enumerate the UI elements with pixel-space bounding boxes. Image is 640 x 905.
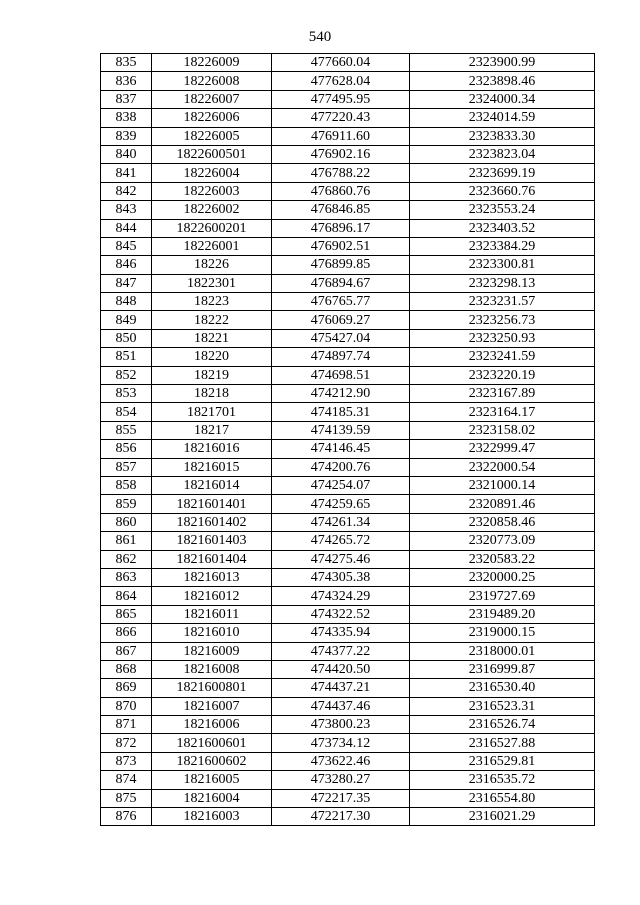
x-coordinate-cell: 473280.27 bbox=[272, 771, 410, 789]
table-row bbox=[101, 476, 595, 494]
point-code-cell: 18216006 bbox=[152, 716, 272, 734]
table-row bbox=[101, 789, 595, 807]
y-coordinate-cell: 2323553.24 bbox=[410, 201, 595, 219]
table-row bbox=[101, 237, 595, 255]
x-coordinate-cell: 474322.52 bbox=[272, 605, 410, 623]
x-coordinate-cell: 474377.22 bbox=[272, 642, 410, 660]
point-code-cell: 18223 bbox=[152, 293, 272, 311]
row-index-cell: 847 bbox=[101, 274, 152, 292]
row-index-cell: 869 bbox=[101, 679, 152, 697]
row-index-cell: 852 bbox=[101, 366, 152, 384]
point-code-cell: 1822301 bbox=[152, 274, 272, 292]
table-row bbox=[101, 440, 595, 458]
row-index-cell: 845 bbox=[101, 237, 152, 255]
point-code-cell: 18216009 bbox=[152, 642, 272, 660]
point-code-cell: 18222 bbox=[152, 311, 272, 329]
y-coordinate-cell: 2323220.19 bbox=[410, 366, 595, 384]
x-coordinate-cell: 476894.67 bbox=[272, 274, 410, 292]
point-code-cell: 18226 bbox=[152, 256, 272, 274]
x-coordinate-cell: 476902.51 bbox=[272, 237, 410, 255]
table-row bbox=[101, 642, 595, 660]
row-index-cell: 860 bbox=[101, 513, 152, 531]
table-row bbox=[101, 109, 595, 127]
y-coordinate-cell: 2316527.88 bbox=[410, 734, 595, 752]
point-code-cell: 18216012 bbox=[152, 587, 272, 605]
row-index-cell: 836 bbox=[101, 72, 152, 90]
row-index-cell: 873 bbox=[101, 752, 152, 770]
y-coordinate-cell: 2316523.31 bbox=[410, 697, 595, 715]
coordinates-table-body bbox=[101, 54, 595, 826]
x-coordinate-cell: 476860.76 bbox=[272, 182, 410, 200]
x-coordinate-cell: 476069.27 bbox=[272, 311, 410, 329]
table-row bbox=[101, 605, 595, 623]
table-row bbox=[101, 532, 595, 550]
x-coordinate-cell: 472217.30 bbox=[272, 808, 410, 826]
point-code-cell: 18226005 bbox=[152, 127, 272, 145]
x-coordinate-cell: 476896.17 bbox=[272, 219, 410, 237]
table-row bbox=[101, 716, 595, 734]
point-code-cell: 18226004 bbox=[152, 164, 272, 182]
table-row bbox=[101, 403, 595, 421]
x-coordinate-cell: 474146.45 bbox=[272, 440, 410, 458]
row-index-cell: 850 bbox=[101, 329, 152, 347]
x-coordinate-cell: 476899.85 bbox=[272, 256, 410, 274]
point-code-cell: 18226001 bbox=[152, 237, 272, 255]
x-coordinate-cell: 477220.43 bbox=[272, 109, 410, 127]
point-code-cell: 18226007 bbox=[152, 90, 272, 108]
y-coordinate-cell: 2324000.34 bbox=[410, 90, 595, 108]
table-row bbox=[101, 127, 595, 145]
y-coordinate-cell: 2323898.46 bbox=[410, 72, 595, 90]
row-index-cell: 849 bbox=[101, 311, 152, 329]
point-code-cell: 18216005 bbox=[152, 771, 272, 789]
coordinates-table bbox=[100, 53, 595, 826]
point-code-cell: 18226008 bbox=[152, 72, 272, 90]
y-coordinate-cell: 2321000.14 bbox=[410, 476, 595, 494]
y-coordinate-cell: 2320583.22 bbox=[410, 550, 595, 568]
point-code-cell: 18221 bbox=[152, 329, 272, 347]
point-code-cell: 18226009 bbox=[152, 54, 272, 72]
table-row bbox=[101, 219, 595, 237]
y-coordinate-cell: 2316535.72 bbox=[410, 771, 595, 789]
y-coordinate-cell: 2323298.13 bbox=[410, 274, 595, 292]
x-coordinate-cell: 474261.34 bbox=[272, 513, 410, 531]
x-coordinate-cell: 476902.16 bbox=[272, 145, 410, 163]
point-code-cell: 18216016 bbox=[152, 440, 272, 458]
y-coordinate-cell: 2316526.74 bbox=[410, 716, 595, 734]
point-code-cell: 1821601403 bbox=[152, 532, 272, 550]
y-coordinate-cell: 2323823.04 bbox=[410, 145, 595, 163]
x-coordinate-cell: 476788.22 bbox=[272, 164, 410, 182]
x-coordinate-cell: 474212.90 bbox=[272, 385, 410, 403]
table-row bbox=[101, 808, 595, 826]
row-index-cell: 839 bbox=[101, 127, 152, 145]
row-index-cell: 835 bbox=[101, 54, 152, 72]
x-coordinate-cell: 474254.07 bbox=[272, 476, 410, 494]
row-index-cell: 843 bbox=[101, 201, 152, 219]
y-coordinate-cell: 2316999.87 bbox=[410, 660, 595, 678]
point-code-cell: 18219 bbox=[152, 366, 272, 384]
y-coordinate-cell: 2323384.29 bbox=[410, 237, 595, 255]
point-code-cell: 18216015 bbox=[152, 458, 272, 476]
point-code-cell: 18216004 bbox=[152, 789, 272, 807]
page-number: 540 bbox=[308, 29, 332, 45]
point-code-cell: 1822600501 bbox=[152, 145, 272, 163]
y-coordinate-cell: 2323250.93 bbox=[410, 329, 595, 347]
row-index-cell: 859 bbox=[101, 495, 152, 513]
x-coordinate-cell: 474259.65 bbox=[272, 495, 410, 513]
row-index-cell: 875 bbox=[101, 789, 152, 807]
table-row bbox=[101, 679, 595, 697]
x-coordinate-cell: 476911.60 bbox=[272, 127, 410, 145]
row-index-cell: 851 bbox=[101, 348, 152, 366]
y-coordinate-cell: 2323699.19 bbox=[410, 164, 595, 182]
y-coordinate-cell: 2323231.57 bbox=[410, 293, 595, 311]
table-row bbox=[101, 660, 595, 678]
x-coordinate-cell: 472217.35 bbox=[272, 789, 410, 807]
point-code-cell: 1821600801 bbox=[152, 679, 272, 697]
x-coordinate-cell: 477495.95 bbox=[272, 90, 410, 108]
table-row bbox=[101, 568, 595, 586]
y-coordinate-cell: 2324014.59 bbox=[410, 109, 595, 127]
x-coordinate-cell: 474437.46 bbox=[272, 697, 410, 715]
row-index-cell: 876 bbox=[101, 808, 152, 826]
y-coordinate-cell: 2323256.73 bbox=[410, 311, 595, 329]
y-coordinate-cell: 2323300.81 bbox=[410, 256, 595, 274]
row-index-cell: 872 bbox=[101, 734, 152, 752]
x-coordinate-cell: 474265.72 bbox=[272, 532, 410, 550]
table-row bbox=[101, 587, 595, 605]
point-code-cell: 18217 bbox=[152, 421, 272, 439]
x-coordinate-cell: 473622.46 bbox=[272, 752, 410, 770]
y-coordinate-cell: 2316529.81 bbox=[410, 752, 595, 770]
row-index-cell: 856 bbox=[101, 440, 152, 458]
x-coordinate-cell: 473734.12 bbox=[272, 734, 410, 752]
x-coordinate-cell: 475427.04 bbox=[272, 329, 410, 347]
row-index-cell: 842 bbox=[101, 182, 152, 200]
row-index-cell: 854 bbox=[101, 403, 152, 421]
point-code-cell: 18226006 bbox=[152, 109, 272, 127]
table-row bbox=[101, 366, 595, 384]
y-coordinate-cell: 2320858.46 bbox=[410, 513, 595, 531]
table-row bbox=[101, 182, 595, 200]
row-index-cell: 840 bbox=[101, 145, 152, 163]
row-index-cell: 867 bbox=[101, 642, 152, 660]
table-row bbox=[101, 734, 595, 752]
x-coordinate-cell: 476765.77 bbox=[272, 293, 410, 311]
table-row bbox=[101, 329, 595, 347]
x-coordinate-cell: 477628.04 bbox=[272, 72, 410, 90]
table-row bbox=[101, 72, 595, 90]
y-coordinate-cell: 2319489.20 bbox=[410, 605, 595, 623]
table-row bbox=[101, 495, 595, 513]
x-coordinate-cell: 474139.59 bbox=[272, 421, 410, 439]
point-code-cell: 1821601404 bbox=[152, 550, 272, 568]
y-coordinate-cell: 2323241.59 bbox=[410, 348, 595, 366]
y-coordinate-cell: 2322999.47 bbox=[410, 440, 595, 458]
row-index-cell: 863 bbox=[101, 568, 152, 586]
row-index-cell: 862 bbox=[101, 550, 152, 568]
row-index-cell: 857 bbox=[101, 458, 152, 476]
table-row bbox=[101, 697, 595, 715]
row-index-cell: 861 bbox=[101, 532, 152, 550]
point-code-cell: 1821600602 bbox=[152, 752, 272, 770]
point-code-cell: 1822600201 bbox=[152, 219, 272, 237]
y-coordinate-cell: 2320891.46 bbox=[410, 495, 595, 513]
y-coordinate-cell: 2323833.30 bbox=[410, 127, 595, 145]
table-row bbox=[101, 752, 595, 770]
table-row bbox=[101, 256, 595, 274]
point-code-cell: 18220 bbox=[152, 348, 272, 366]
point-code-cell: 18216003 bbox=[152, 808, 272, 826]
table-row bbox=[101, 421, 595, 439]
row-index-cell: 870 bbox=[101, 697, 152, 715]
y-coordinate-cell: 2323403.52 bbox=[410, 219, 595, 237]
table-row bbox=[101, 201, 595, 219]
table-row bbox=[101, 293, 595, 311]
y-coordinate-cell: 2316530.40 bbox=[410, 679, 595, 697]
point-code-cell: 18216010 bbox=[152, 624, 272, 642]
row-index-cell: 866 bbox=[101, 624, 152, 642]
point-code-cell: 1821701 bbox=[152, 403, 272, 421]
x-coordinate-cell: 474200.76 bbox=[272, 458, 410, 476]
point-code-cell: 1821601402 bbox=[152, 513, 272, 531]
y-coordinate-cell: 2322000.54 bbox=[410, 458, 595, 476]
y-coordinate-cell: 2323167.89 bbox=[410, 385, 595, 403]
row-index-cell: 848 bbox=[101, 293, 152, 311]
table-row bbox=[101, 164, 595, 182]
y-coordinate-cell: 2316021.29 bbox=[410, 808, 595, 826]
x-coordinate-cell: 474335.94 bbox=[272, 624, 410, 642]
y-coordinate-cell: 2323158.02 bbox=[410, 421, 595, 439]
y-coordinate-cell: 2323900.99 bbox=[410, 54, 595, 72]
x-coordinate-cell: 474420.50 bbox=[272, 660, 410, 678]
x-coordinate-cell: 474437.21 bbox=[272, 679, 410, 697]
point-code-cell: 18216008 bbox=[152, 660, 272, 678]
point-code-cell: 18216011 bbox=[152, 605, 272, 623]
row-index-cell: 858 bbox=[101, 476, 152, 494]
row-index-cell: 864 bbox=[101, 587, 152, 605]
row-index-cell: 855 bbox=[101, 421, 152, 439]
row-index-cell: 844 bbox=[101, 219, 152, 237]
row-index-cell: 865 bbox=[101, 605, 152, 623]
table-row bbox=[101, 385, 595, 403]
table-row bbox=[101, 513, 595, 531]
x-coordinate-cell: 474185.31 bbox=[272, 403, 410, 421]
table-row bbox=[101, 550, 595, 568]
row-index-cell: 846 bbox=[101, 256, 152, 274]
row-index-cell: 838 bbox=[101, 109, 152, 127]
x-coordinate-cell: 476846.85 bbox=[272, 201, 410, 219]
y-coordinate-cell: 2320773.09 bbox=[410, 532, 595, 550]
point-code-cell: 18216007 bbox=[152, 697, 272, 715]
table-row bbox=[101, 458, 595, 476]
table-row bbox=[101, 145, 595, 163]
row-index-cell: 874 bbox=[101, 771, 152, 789]
y-coordinate-cell: 2320000.25 bbox=[410, 568, 595, 586]
y-coordinate-cell: 2319727.69 bbox=[410, 587, 595, 605]
point-code-cell: 18226002 bbox=[152, 201, 272, 219]
x-coordinate-cell: 474324.29 bbox=[272, 587, 410, 605]
table-row bbox=[101, 54, 595, 72]
table-row bbox=[101, 348, 595, 366]
row-index-cell: 853 bbox=[101, 385, 152, 403]
y-coordinate-cell: 2323660.76 bbox=[410, 182, 595, 200]
row-index-cell: 841 bbox=[101, 164, 152, 182]
row-index-cell: 837 bbox=[101, 90, 152, 108]
row-index-cell: 871 bbox=[101, 716, 152, 734]
y-coordinate-cell: 2323164.17 bbox=[410, 403, 595, 421]
table-row bbox=[101, 274, 595, 292]
table-row bbox=[101, 311, 595, 329]
row-index-cell: 868 bbox=[101, 660, 152, 678]
y-coordinate-cell: 2318000.01 bbox=[410, 642, 595, 660]
x-coordinate-cell: 473800.23 bbox=[272, 716, 410, 734]
table-row bbox=[101, 90, 595, 108]
table-row bbox=[101, 771, 595, 789]
y-coordinate-cell: 2316554.80 bbox=[410, 789, 595, 807]
x-coordinate-cell: 474698.51 bbox=[272, 366, 410, 384]
point-code-cell: 1821600601 bbox=[152, 734, 272, 752]
y-coordinate-cell: 2319000.15 bbox=[410, 624, 595, 642]
point-code-cell: 18226003 bbox=[152, 182, 272, 200]
point-code-cell: 18218 bbox=[152, 385, 272, 403]
x-coordinate-cell: 477660.04 bbox=[272, 54, 410, 72]
point-code-cell: 18216013 bbox=[152, 568, 272, 586]
table-row bbox=[101, 624, 595, 642]
point-code-cell: 18216014 bbox=[152, 476, 272, 494]
x-coordinate-cell: 474305.38 bbox=[272, 568, 410, 586]
point-code-cell: 1821601401 bbox=[152, 495, 272, 513]
x-coordinate-cell: 474275.46 bbox=[272, 550, 410, 568]
x-coordinate-cell: 474897.74 bbox=[272, 348, 410, 366]
